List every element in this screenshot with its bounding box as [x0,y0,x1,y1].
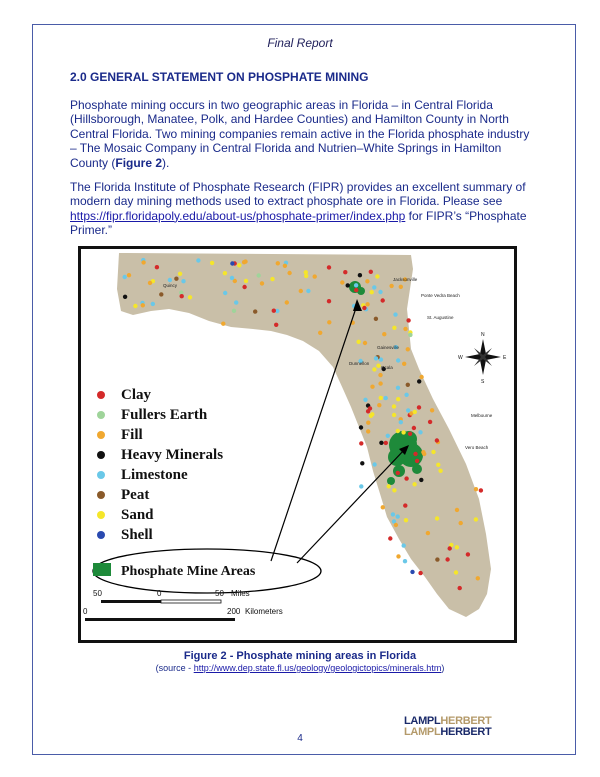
deposit-dot-70 [363,341,367,345]
deposit-dot-50 [141,260,145,264]
deposit-dot-101 [378,373,382,377]
deposit-dot-47 [304,274,308,278]
deposit-dot-83 [378,290,382,294]
legend-swatch-2 [97,431,105,439]
paragraph-1 [70,98,532,170]
deposit-dot-61 [382,332,386,336]
deposit-dot-52 [230,276,234,280]
deposit-dot-17 [283,264,287,268]
figure-caption-title: Figure 2 - Phosphate mining areas in Florida [183,650,417,662]
deposit-dot-112 [372,367,376,371]
deposit-dot-41 [242,260,246,264]
mine-legend-swatch [93,563,111,576]
deposit-dot-176 [426,531,430,535]
deposit-dot-187 [272,309,276,313]
deposit-dot-14 [141,303,145,307]
deposit-dot-121 [401,430,405,434]
deposit-dot-109 [359,441,363,445]
legend-swatch-7 [97,531,105,539]
deposit-dot-73 [374,356,378,360]
deposit-dot-60 [375,274,379,278]
deposit-dot-124 [368,406,372,410]
compass-w: W [458,355,463,361]
deposit-dot-20 [358,273,362,277]
deposit-dot-65 [408,333,412,337]
deposit-dot-48 [299,289,303,293]
city-label-8: Vero Beach [465,445,489,450]
mine-area-6 [393,465,405,477]
deposit-dot-100 [430,408,434,412]
deposit-dot-68 [406,318,410,322]
deposit-dot-51 [196,258,200,262]
deposit-dot-126 [396,429,400,433]
deposit-dot-130 [396,471,400,475]
deposit-dot-155 [479,488,483,492]
deposit-dot-87 [392,326,396,330]
deposit-dot-152 [392,488,396,492]
deposit-dot-95 [418,430,422,434]
deposit-dot-58 [396,358,400,362]
deposit-dot-3 [223,271,227,275]
deposit-dot-7 [133,304,137,308]
paragraph-2-text: The Florida Institute of Phosphate Research (FIPR) provides an excellent summary of modern day mining methods used to extract phosphate ore in Florida. Please see [70,180,526,209]
deposit-dot-49 [210,261,214,265]
page-header: Final Report [267,36,333,50]
deposit-dot-26 [306,289,310,293]
deposit-dot-113 [438,469,442,473]
deposit-dot-69 [372,285,376,289]
deposit-dot-180 [253,309,257,313]
deposit-dot-174 [448,546,452,550]
deposit-dot-30 [123,275,127,279]
florida-map-figure [78,246,517,643]
city-label-7: Melbourne [471,413,493,418]
deposit-dot-137 [399,420,403,424]
deposit-dot-117 [435,438,439,442]
scale-km-zero: 0 [83,607,88,616]
deposit-dot-11 [365,279,369,283]
deposit-dot-42 [178,272,182,276]
map-legend [97,387,223,543]
legend-swatch-6 [97,511,105,519]
legend-swatch-4 [97,471,105,479]
legend-label-5: Peat [121,487,150,503]
city-label-5: Dunnellon [349,361,370,366]
city-label-0: Quincy [163,283,178,288]
deposit-dot-181 [232,309,236,313]
deposit-dot-36 [285,300,289,304]
deposit-dot-182 [221,322,225,326]
deposit-dot-71 [403,327,407,331]
deposit-dot-156 [402,543,406,547]
deposit-dot-147 [366,429,370,433]
deposit-dot-79 [362,306,366,310]
scale-bar [83,589,283,621]
deposit-dot-125 [392,404,396,408]
deposit-dot-43 [155,265,159,269]
company-logo [404,716,498,738]
deposit-dot-23 [180,294,184,298]
compass-s: S [481,379,485,385]
deposit-dot-84 [402,362,406,366]
deposit-dot-28 [174,277,178,281]
scale-km-unit: Kilometers [245,607,283,616]
deposit-dot-179 [396,514,400,518]
deposit-dot-178 [403,503,407,507]
figure-ref[interactable]: Figure 2 [115,155,163,170]
deposit-dot-163 [455,545,459,549]
fipr-primer-link[interactable]: https://fipr.floridapoly.edu/about-us/phosphate-primer/index.php [70,208,406,223]
deposit-dot-111 [412,482,416,486]
deposit-dot-85 [406,347,410,351]
legend-swatch-3 [97,451,105,459]
logo-line-1: LAMPLHERBERT [404,715,492,727]
legend-label-1: Fullers Earth [121,407,208,423]
source-prefix: (source - [155,663,194,673]
legend-label-6: Sand [121,507,154,523]
deposit-dot-72 [399,285,403,289]
legend-label-4: Limestone [121,467,188,483]
city-label-1: Jacksonville [393,277,418,282]
logo-line-2: LAMPLHERBERT [404,726,492,738]
deposit-dot-148 [359,484,363,488]
deposit-dot-173 [454,570,458,574]
deposit-dot-74 [354,283,358,287]
mine-area-8 [387,477,395,485]
city-label-2: Ponte Vedra Beach [421,293,460,298]
deposit-dot-10 [287,271,291,275]
deposit-dot-103 [408,432,412,436]
deposit-dot-46 [123,295,127,299]
deposit-dot-185 [274,323,278,327]
deposit-dot-86 [354,288,358,292]
legend-swatch-0 [97,391,105,399]
deposit-dot-37 [327,265,331,269]
deposit-dot-15 [340,280,344,284]
deposit-dot-157 [391,512,395,516]
page-number: 4 [297,733,303,744]
deposit-dot-160 [474,517,478,521]
mine-legend-label: Phosphate Mine Areas [121,564,256,579]
deposit-dot-19 [223,291,227,295]
deposit-dot-54 [151,302,155,306]
source-link[interactable]: http://www.dep.state.fl.us/geology/geologictopics/minerals.htm [193,663,442,673]
deposit-dot-167 [404,518,408,522]
deposit-dot-166 [459,521,463,525]
deposit-dot-27 [127,273,131,277]
deposit-dot-139 [415,459,419,463]
deposit-dot-138 [360,461,364,465]
deposit-dot-161 [445,557,449,561]
deposit-dot-35 [159,292,163,296]
deposit-dot-93 [386,434,390,438]
deposit-dot-67 [381,298,385,302]
deposit-dot-53 [346,283,350,287]
deposit-dot-106 [404,393,408,397]
florida-land [117,253,491,617]
deposit-dot-149 [379,396,383,400]
deposit-dot-128 [396,397,400,401]
deposit-dot-140 [436,463,440,467]
deposit-dot-108 [359,425,363,429]
deposit-dot-168 [474,487,478,491]
deposit-dot-57 [374,317,378,321]
deposit-dot-13 [313,274,317,278]
legend-label-3: Heavy Minerals [121,447,224,463]
deposit-dot-165 [396,554,400,558]
scale-miles-left: 50 [93,589,102,598]
scale-miles-unit: Miles [231,589,250,598]
deposit-dot-66 [389,284,393,288]
deposit-dot-134 [419,375,423,379]
deposit-dot-154 [381,505,385,509]
deposit-dot-115 [384,441,388,445]
deposit-dot-120 [363,398,367,402]
deposit-dot-177 [394,523,398,527]
city-label-4: Gainesville [377,345,400,350]
deposit-dot-99 [428,420,432,424]
deposit-dot-33 [237,263,241,267]
paragraph-2 [70,180,532,238]
deposit-dot-133 [417,379,421,383]
deposit-dot-127 [413,410,417,414]
deposit-dot-107 [412,426,416,430]
deposit-dot-142 [431,450,435,454]
deposit-dot-184 [318,331,322,335]
compass-n: N [481,332,485,338]
deposit-dot-80 [356,340,360,344]
scale-miles-zero: 0 [157,589,162,598]
deposit-dot-145 [406,408,410,412]
deposit-dot-9 [168,278,172,282]
deposit-dot-141 [377,403,381,407]
deposit-dot-119 [378,381,382,385]
deposit-dot-153 [466,552,470,556]
deposit-dot-12 [257,273,261,277]
deposit-dot-97 [370,412,374,416]
florida-map [81,249,514,640]
deposit-dot-24 [188,295,192,299]
deposit-dot-151 [418,571,422,575]
deposit-dot-82 [370,290,374,294]
deposit-dot-129 [379,441,383,445]
legend-label-7: Shell [121,527,153,543]
deposit-dot-76 [369,270,373,274]
deposit-dot-104 [396,386,400,390]
paragraph-1-text: Phosphate mining occurs in two geographic areas in Florida – in Central Florida (Hillsborough, Manatee, Polk, and Hardee Counties) and Hamilton County in North Central Florida. Two mining companies remain active in the Florida phosphate industry – The Mosaic Company in Central Florida and Nutrien–White Springs in Hamilton County ( [70,98,530,170]
deposit-dot-45 [148,281,152,285]
deposit-dot-118 [413,452,417,456]
paragraph-1-end: ). [162,155,170,170]
deposit-dot-123 [370,385,374,389]
deposit-dot-88 [365,302,369,306]
mine-area-7 [412,464,422,474]
legend-label-2: Fill [121,427,143,443]
scale-km-200: 200 [227,607,241,616]
deposit-dot-6 [260,281,264,285]
deposit-dot-144 [372,462,376,466]
deposit-dot-169 [410,570,414,574]
deposit-dot-16 [270,277,274,281]
deposit-dot-186 [327,320,331,324]
deposit-dot-158 [388,536,392,540]
section-title: 2.0 GENERAL STATEMENT ON PHOSPHATE MINING [70,70,369,84]
deposit-dot-114 [404,476,408,480]
deposit-dot-164 [476,576,480,580]
deposit-dot-105 [384,396,388,400]
deposit-dot-32 [234,300,238,304]
deposit-dot-0 [242,285,246,289]
deposit-dot-21 [244,279,248,283]
city-label-6: Ocala [381,365,393,370]
deposit-dot-77 [393,312,397,316]
deposit-dot-175 [458,586,462,590]
deposit-dot-44 [276,261,280,265]
deposit-dot-91 [406,383,410,387]
source-suffix: ) [441,663,445,673]
deposit-dot-170 [455,508,459,512]
scale-miles-right: 50 [215,589,224,598]
legend-swatch-5 [97,491,105,499]
legend-label-0: Clay [121,387,151,403]
deposit-dot-102 [387,484,391,488]
compass-e: E [503,355,507,361]
paragraph-2-end: for FIPR’s “Phosphate Primer.” [70,208,527,238]
deposit-dot-136 [417,405,421,409]
deposit-dot-39 [327,299,331,303]
deposit-dot-146 [366,421,370,425]
deposit-dot-172 [435,516,439,520]
legend-swatch-1 [97,411,105,419]
deposit-dot-150 [403,559,407,563]
deposit-dot-159 [435,557,439,561]
deposit-dot-143 [392,413,396,417]
compass-rose [458,332,507,385]
deposit-dot-98 [419,478,423,482]
deposit-dot-34 [343,270,347,274]
deposit-dot-1 [181,279,185,283]
deposit-dot-132 [421,450,425,454]
city-label-3: St. Augustine [427,315,454,320]
deposit-dot-31 [230,261,234,265]
figure-source [0,663,600,673]
